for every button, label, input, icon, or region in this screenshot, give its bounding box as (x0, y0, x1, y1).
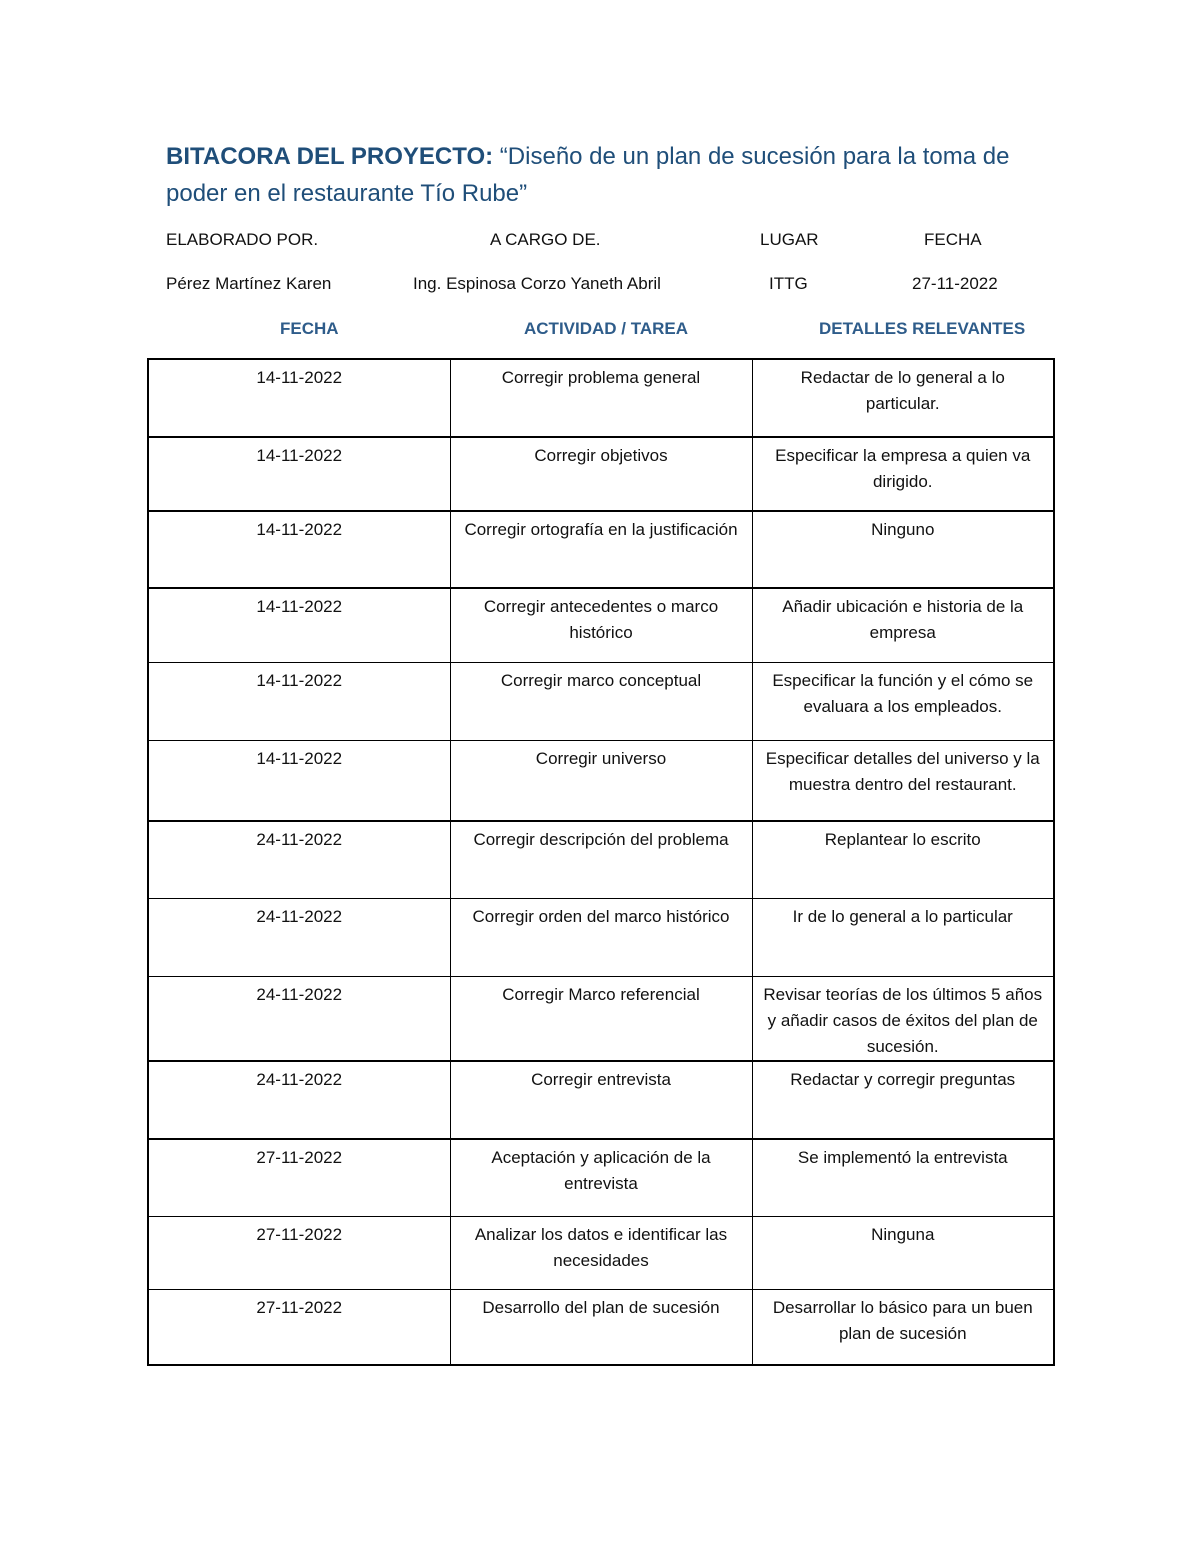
label-lugar: LUGAR (760, 230, 819, 249)
cell-fecha: 27-11-2022 (148, 1290, 450, 1365)
cell-detalles: Replantear lo escrito (752, 821, 1054, 898)
cell-detalles: Especificar detalles del universo y la muestra dentro del restaurant. (752, 740, 1054, 821)
table-row (148, 1139, 1054, 1217)
header-actividad: ACTIVIDAD / TAREA (524, 319, 689, 338)
cell-detalles: Se implementó la entrevista (752, 1139, 1054, 1217)
cell-detalles: Ninguna (752, 1217, 1054, 1290)
label-fecha: FECHA (924, 230, 982, 249)
cell-actividad: Corregir problema general (450, 359, 752, 437)
table-row (148, 511, 1054, 588)
cell-fecha: 24-11-2022 (148, 898, 450, 976)
cell-fecha: 27-11-2022 (148, 1217, 450, 1290)
table-row (148, 1217, 1054, 1290)
table-row (148, 1290, 1054, 1365)
cell-detalles: Ninguno (752, 511, 1054, 588)
table-row (148, 898, 1054, 976)
cell-fecha: 24-11-2022 (148, 821, 450, 898)
value-a-cargo-de: Ing. Espinosa Corzo Yaneth Abril (413, 274, 661, 293)
cell-detalles: Redactar y corregir preguntas (752, 1061, 1054, 1139)
cell-fecha: 27-11-2022 (148, 1139, 450, 1217)
value-elaborado-por: Pérez Martínez Karen (166, 274, 332, 293)
header-fecha: FECHA (280, 319, 339, 338)
table-row (148, 740, 1054, 821)
title-lead: BITACORA DEL PROYECTO: (166, 143, 494, 170)
cell-actividad: Corregir orden del marco histórico (450, 898, 752, 976)
document-title (166, 138, 1046, 212)
cell-actividad: Aceptación y aplicación de la entrevista (450, 1139, 752, 1217)
label-a-cargo-de: A CARGO DE. (490, 230, 601, 249)
cell-fecha: 14-11-2022 (148, 511, 450, 588)
cell-detalles: Revisar teorías de los últimos 5 años y añadir casos de éxitos del plan de sucesión. (752, 976, 1054, 1061)
title-rest: “Diseño de un plan de sucesión para la toma de poder en el restaurante Tío Rube” (166, 143, 1010, 207)
cell-detalles: Especificar la función y el cómo se evaluara a los empleados. (752, 662, 1054, 740)
cell-actividad: Corregir entrevista (450, 1061, 752, 1139)
cell-actividad: Corregir ortografía en la justificación (450, 511, 752, 588)
table-row (148, 588, 1054, 662)
header-detalles: DETALLES RELEVANTES (819, 319, 1026, 338)
table-row (148, 359, 1054, 437)
cell-fecha: 14-11-2022 (148, 662, 450, 740)
cell-actividad: Corregir Marco referencial (450, 976, 752, 1061)
table-row (148, 821, 1054, 898)
cell-detalles: Añadir ubicación e historia de la empresa (752, 588, 1054, 662)
table-row (148, 662, 1054, 740)
cell-fecha: 24-11-2022 (148, 1061, 450, 1139)
table-row (148, 976, 1054, 1061)
cell-actividad: Corregir marco conceptual (450, 662, 752, 740)
table-row (148, 437, 1054, 511)
table-row (148, 1061, 1054, 1139)
cell-actividad: Corregir universo (450, 740, 752, 821)
cell-detalles: Redactar de lo general a lo particular. (752, 359, 1054, 437)
cell-actividad: Desarrollo del plan de sucesión (450, 1290, 752, 1365)
cell-fecha: 14-11-2022 (148, 588, 450, 662)
cell-fecha: 14-11-2022 (148, 740, 450, 821)
cell-actividad: Corregir antecedentes o marco histórico (450, 588, 752, 662)
cell-detalles: Ir de lo general a lo particular (752, 898, 1054, 976)
value-lugar: ITTG (769, 274, 808, 293)
value-fecha: 27-11-2022 (912, 274, 998, 293)
cell-fecha: 14-11-2022 (148, 437, 450, 511)
cell-actividad: Corregir objetivos (450, 437, 752, 511)
cell-detalles: Desarrollar lo básico para un buen plan de sucesión (752, 1290, 1054, 1365)
cell-actividad: Corregir descripción del problema (450, 821, 752, 898)
log-table (147, 358, 1055, 1366)
cell-actividad: Analizar los datos e identificar las necesidades (450, 1217, 752, 1290)
cell-fecha: 14-11-2022 (148, 359, 450, 437)
cell-fecha: 24-11-2022 (148, 976, 450, 1061)
label-elaborado-por: ELABORADO POR. (166, 230, 319, 249)
cell-detalles: Especificar la empresa a quien va dirigido. (752, 437, 1054, 511)
